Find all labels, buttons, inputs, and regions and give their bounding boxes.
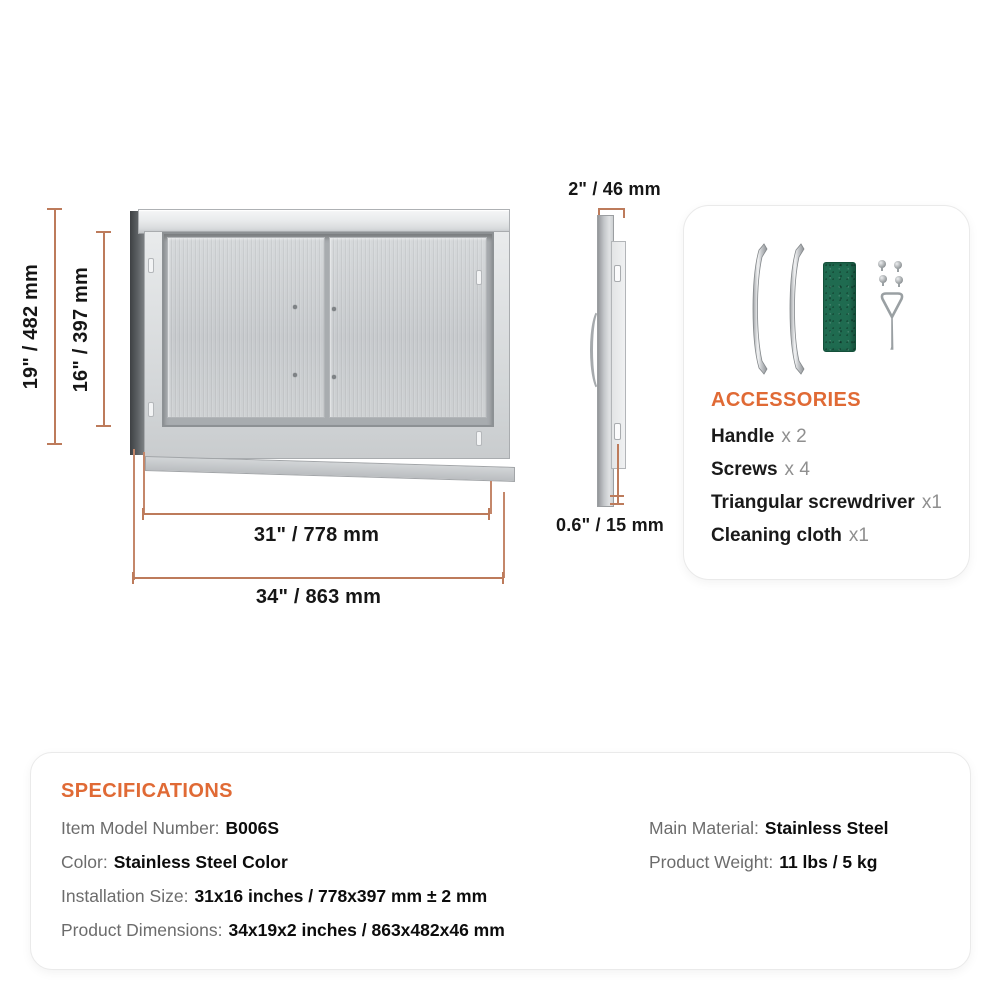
spec-label: Product Dimensions: <box>61 919 223 940</box>
accessory-item <box>711 486 951 519</box>
front-outer-height-label: 19" / 482 mm <box>19 264 42 390</box>
frame-slot <box>148 402 154 417</box>
spec-label: Item Model Number: <box>61 817 220 838</box>
screw-hole <box>332 375 336 379</box>
dimension-tick <box>610 495 624 497</box>
screws-group <box>878 260 910 288</box>
accessories-panel <box>683 205 970 580</box>
spec-label: Color: <box>61 851 108 872</box>
accessory-name: Cleaning cloth <box>711 524 842 546</box>
accessory-qty: x1 <box>848 524 869 546</box>
handle-icon <box>746 242 770 376</box>
frame-slot <box>148 258 154 273</box>
side-depth-label: 2" / 46 mm <box>568 179 661 199</box>
triangular-screwdriver-icon <box>877 290 907 352</box>
dimension-line-outer-width <box>133 577 504 579</box>
door-side-view <box>597 215 625 505</box>
spec-row <box>649 811 888 845</box>
dimension-line-inner-width <box>143 513 490 515</box>
spec-row <box>61 811 505 845</box>
spec-row <box>61 913 505 947</box>
dimension-tick <box>132 572 134 584</box>
accessory-item <box>711 453 951 486</box>
specifications-left-column <box>61 811 505 947</box>
door-panel-right <box>329 237 487 418</box>
specifications-panel <box>30 752 971 970</box>
accessory-qty: x 4 <box>784 458 810 480</box>
dimension-tick <box>488 508 490 520</box>
spec-value: Stainless Steel <box>764 817 889 838</box>
extension-line <box>133 449 135 580</box>
door-left-edge <box>130 211 144 455</box>
screw-icon <box>879 275 887 283</box>
spec-value: 34x19x2 inches / 863x482x46 mm <box>228 919 505 940</box>
front-inner-height-label: 16" / 397 mm <box>69 266 92 393</box>
extension-line <box>490 481 492 514</box>
frame-slot <box>476 270 482 285</box>
spec-label: Product Weight: <box>649 851 774 872</box>
door-bottom-fascia <box>145 456 515 482</box>
door-panel-left <box>167 237 325 418</box>
screw-hole <box>293 373 297 377</box>
handle-icon <box>783 242 807 376</box>
dimension-tick <box>610 503 624 505</box>
screw-icon <box>895 276 903 284</box>
spec-row <box>61 879 505 913</box>
cleaning-cloth-icon <box>823 262 856 352</box>
spec-label: Installation Size: <box>61 885 189 906</box>
dimension-line-inner-height <box>103 232 105 427</box>
extension-line <box>143 452 145 514</box>
accessory-item <box>711 519 951 552</box>
side-slot <box>614 265 621 282</box>
dimension-line-outer-height <box>54 209 56 445</box>
accessory-name: Triangular screwdriver <box>711 491 915 513</box>
spec-row <box>61 845 505 879</box>
specifications-right-column <box>649 811 888 879</box>
door-front-view <box>130 203 510 469</box>
spec-value: 11 lbs / 5 kg <box>779 851 878 872</box>
accessory-qty: x1 <box>921 491 942 513</box>
screw-icon <box>878 260 886 268</box>
spec-value: Stainless Steel Color <box>113 851 288 872</box>
door-recess <box>162 232 494 427</box>
extension-line <box>503 492 505 578</box>
accessory-qty: x 2 <box>781 425 807 447</box>
screw-icon <box>894 261 902 269</box>
side-handle-curve <box>590 309 609 391</box>
front-inner-width-label: 31" / 778 mm <box>253 524 380 546</box>
spec-value: 31x16 inches / 778x397 mm ± 2 mm <box>194 885 488 906</box>
front-outer-width-label: 34" / 863 mm <box>255 586 382 608</box>
accessory-item <box>711 420 951 453</box>
dimension-line-depth <box>598 208 625 210</box>
screw-hole <box>293 305 297 309</box>
spec-label: Main Material: <box>649 817 759 838</box>
spec-row <box>649 845 888 879</box>
dimension-tick <box>142 508 144 520</box>
accessory-name: Screws <box>711 458 778 480</box>
specifications-title: SPECIFICATIONS <box>61 780 233 802</box>
side-slot <box>614 423 621 440</box>
side-thickness-label: 0.6" / 15 mm <box>556 515 664 535</box>
accessory-name: Handle <box>711 425 775 447</box>
spec-value: B006S <box>225 817 280 838</box>
screw-hole <box>332 307 336 311</box>
accessories-list <box>711 420 951 552</box>
accessories-title: ACCESSORIES <box>711 389 861 411</box>
frame-slot <box>476 431 482 446</box>
dimension-tick <box>502 572 504 584</box>
